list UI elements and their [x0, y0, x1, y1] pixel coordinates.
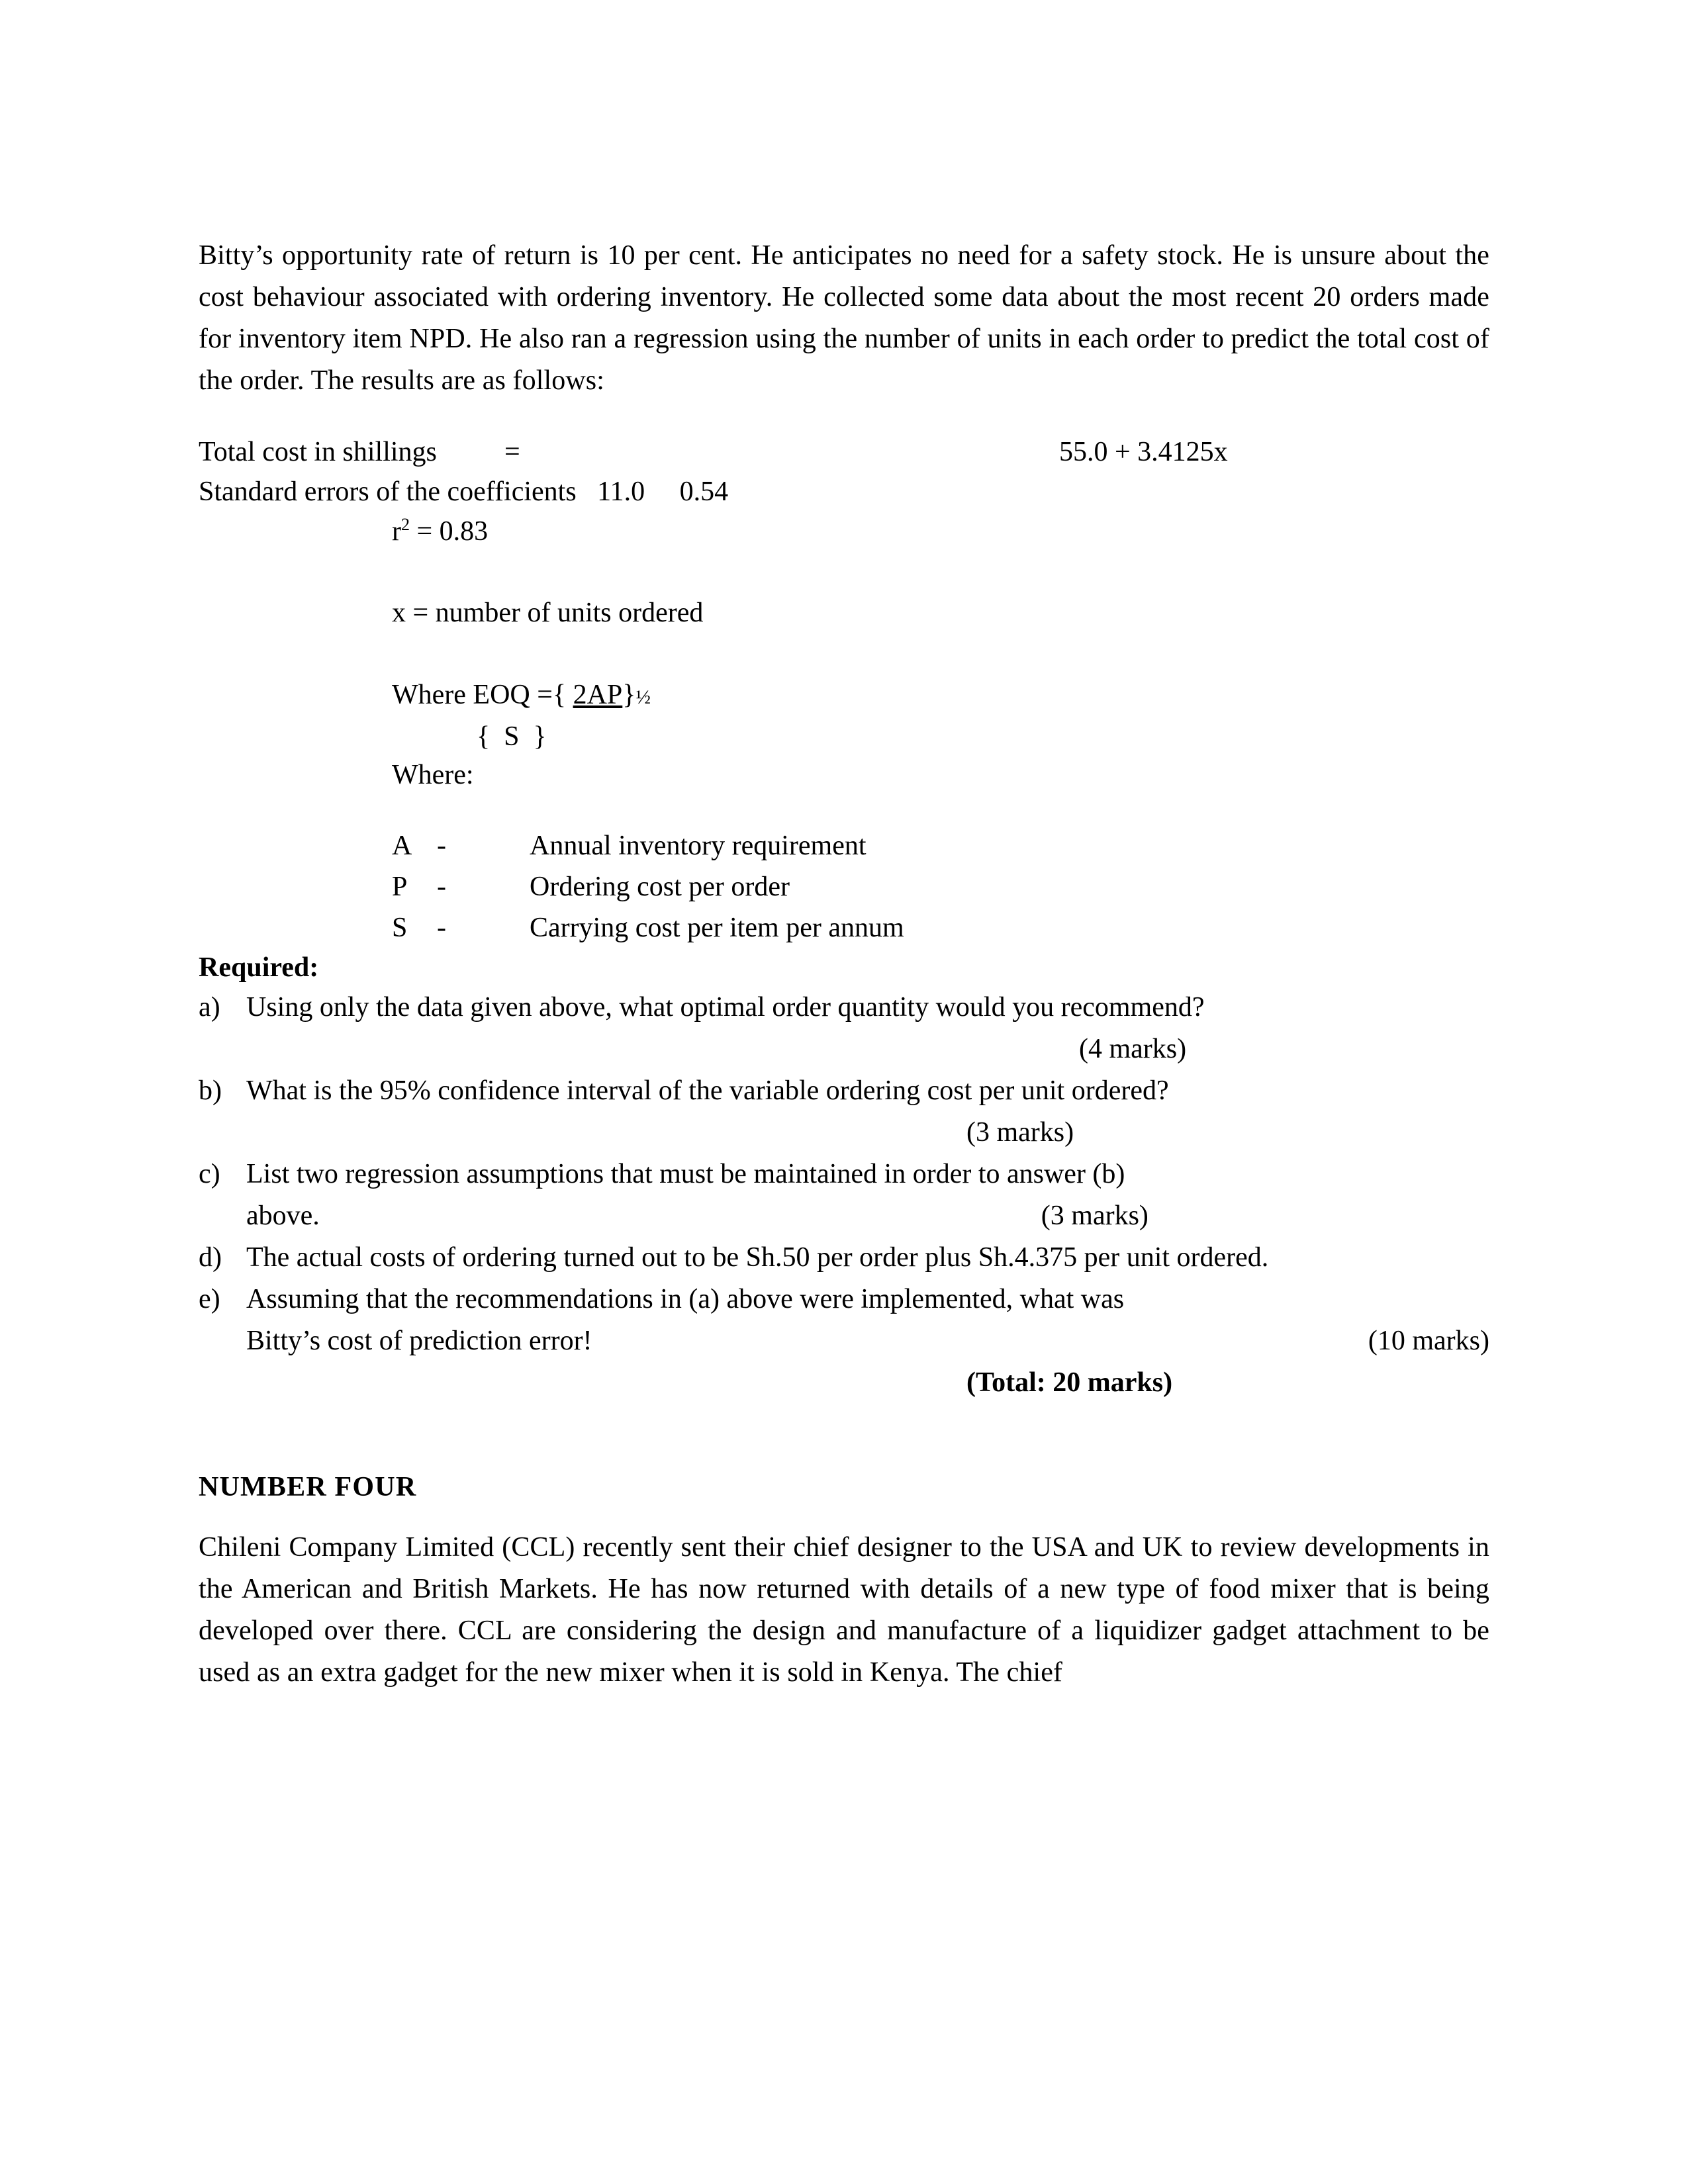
symbol-s-meaning: Carrying cost per item per annum — [530, 913, 904, 943]
question-c-last-line-row — [246, 1195, 1489, 1237]
marks-c: (3 marks) — [1041, 1201, 1149, 1231]
marks-a: (4 marks) — [1079, 1034, 1187, 1064]
required-heading: Required: — [199, 952, 319, 983]
question-item-e — [199, 1279, 1489, 1362]
question-marker-d: d) — [199, 1242, 222, 1273]
section-paragraph: Chileni Company Limited (CCL) recently sent their chief designer to the USA and UK to review developments in the American and British Markets. He has now returned with details of a new type of food mixer that is being developed over there. CCL are considering the design and manufacture of a liquidizer gadget attachment to be used as an extra gadget for the new mixer when it is sold in Kenya. The chief — [199, 1532, 1489, 1688]
standard-errors-label: Standard errors of the coefficients — [199, 477, 577, 507]
symbol-p: P — [392, 872, 408, 902]
spacer — [199, 551, 1489, 593]
question-marker-b: b) — [199, 1075, 222, 1106]
symbol-definition-row — [199, 907, 1489, 948]
eoq-numerator: 2AP — [573, 680, 623, 710]
spacer — [199, 402, 1489, 432]
intro-paragraph: Bitty’s opportunity rate of return is 10 per cent. He anticipates no need for a safety stock. He is unsure about the cost behaviour associated with ordering inventory. He collected some data about the most recent 20 orders made for inventory item NPD. He also ran a regression using the number of units in each order to predict the total cost of the order. The results are as follows: — [199, 240, 1489, 396]
marks-b: (3 marks) — [966, 1117, 1074, 1148]
eoq-prefix: Where EOQ ={ — [392, 680, 573, 710]
question-text-e-last-line: Bitty’s cost of prediction error! — [246, 1326, 592, 1356]
total-cost-label: Total cost in shillings — [199, 437, 437, 467]
marks-e: (10 marks) — [1368, 1326, 1489, 1356]
questions-list — [199, 987, 1489, 1362]
question-item-c — [199, 1154, 1489, 1237]
r-value: = 0.83 — [416, 516, 489, 547]
symbol-definition-row — [199, 866, 1489, 907]
eoq-exponent: ½ — [635, 686, 651, 708]
symbol-p-dash: - — [437, 872, 446, 902]
where-label: Where: — [392, 760, 474, 790]
question-item-a — [199, 987, 1489, 1028]
question-text-a: Using only the data given above, what optimal order quantity would you recommend? — [246, 992, 1205, 1023]
page-content — [199, 235, 1489, 1694]
question-text-b: What is the 95% confidence interval of the variable ordering cost per unit ordered? — [246, 1075, 1169, 1106]
r-exponent: 2 — [401, 515, 410, 534]
symbol-p-meaning: Ordering cost per order — [530, 872, 790, 902]
question-text-c-last-line: above. — [246, 1201, 320, 1231]
standard-error-intercept: 11.0 — [597, 477, 645, 507]
spacer — [199, 1507, 1489, 1527]
spacer — [199, 795, 1489, 825]
eoq-formula-denominator-row: { S } — [477, 721, 547, 752]
x-definition: x = number of units ordered — [392, 598, 704, 628]
question-item-d — [199, 1237, 1489, 1279]
total-cost-value: 55.0 + 3.4125x — [1059, 437, 1228, 467]
spacer — [199, 1404, 1489, 1467]
question-item-b — [199, 1070, 1489, 1112]
question-e-last-line-row — [246, 1320, 1489, 1362]
question-marker-a: a) — [199, 992, 220, 1023]
r-squared-row — [199, 512, 1489, 551]
question-text-d: The actual costs of ordering turned out to be Sh.50 per order plus Sh.4.375 per unit ordered. — [246, 1242, 1269, 1273]
symbol-definition-row — [199, 825, 1489, 866]
question-marker-c: c) — [199, 1159, 220, 1189]
r-label: r — [392, 516, 401, 547]
symbol-a: A — [392, 831, 412, 861]
symbol-a-meaning: Annual inventory requirement — [530, 831, 867, 861]
total-cost-label-and-equals — [199, 432, 1059, 472]
eoq-suffix: } — [622, 680, 636, 710]
question-text-e-first-line: Assuming that the recommendations in (a) above were implemented, what was — [246, 1284, 1125, 1314]
total-cost-equation-row — [199, 432, 1489, 472]
symbol-a-dash: - — [437, 831, 446, 861]
eoq-formula-numerator-row — [199, 674, 1489, 718]
spacer — [199, 633, 1489, 674]
equals-sign: = — [504, 437, 520, 467]
standard-errors-row — [199, 472, 1489, 512]
question-text-c-first-line: List two regression assumptions that must be maintained in order to answer (b) — [246, 1159, 1125, 1189]
standard-error-slope: 0.54 — [679, 477, 729, 507]
question-marker-e: e) — [199, 1284, 220, 1314]
total-marks: (Total: 20 marks) — [966, 1367, 1173, 1398]
symbol-s: S — [392, 913, 408, 943]
section-heading-number-four: NUMBER FOUR — [199, 1472, 417, 1502]
symbol-s-dash: - — [437, 913, 446, 943]
